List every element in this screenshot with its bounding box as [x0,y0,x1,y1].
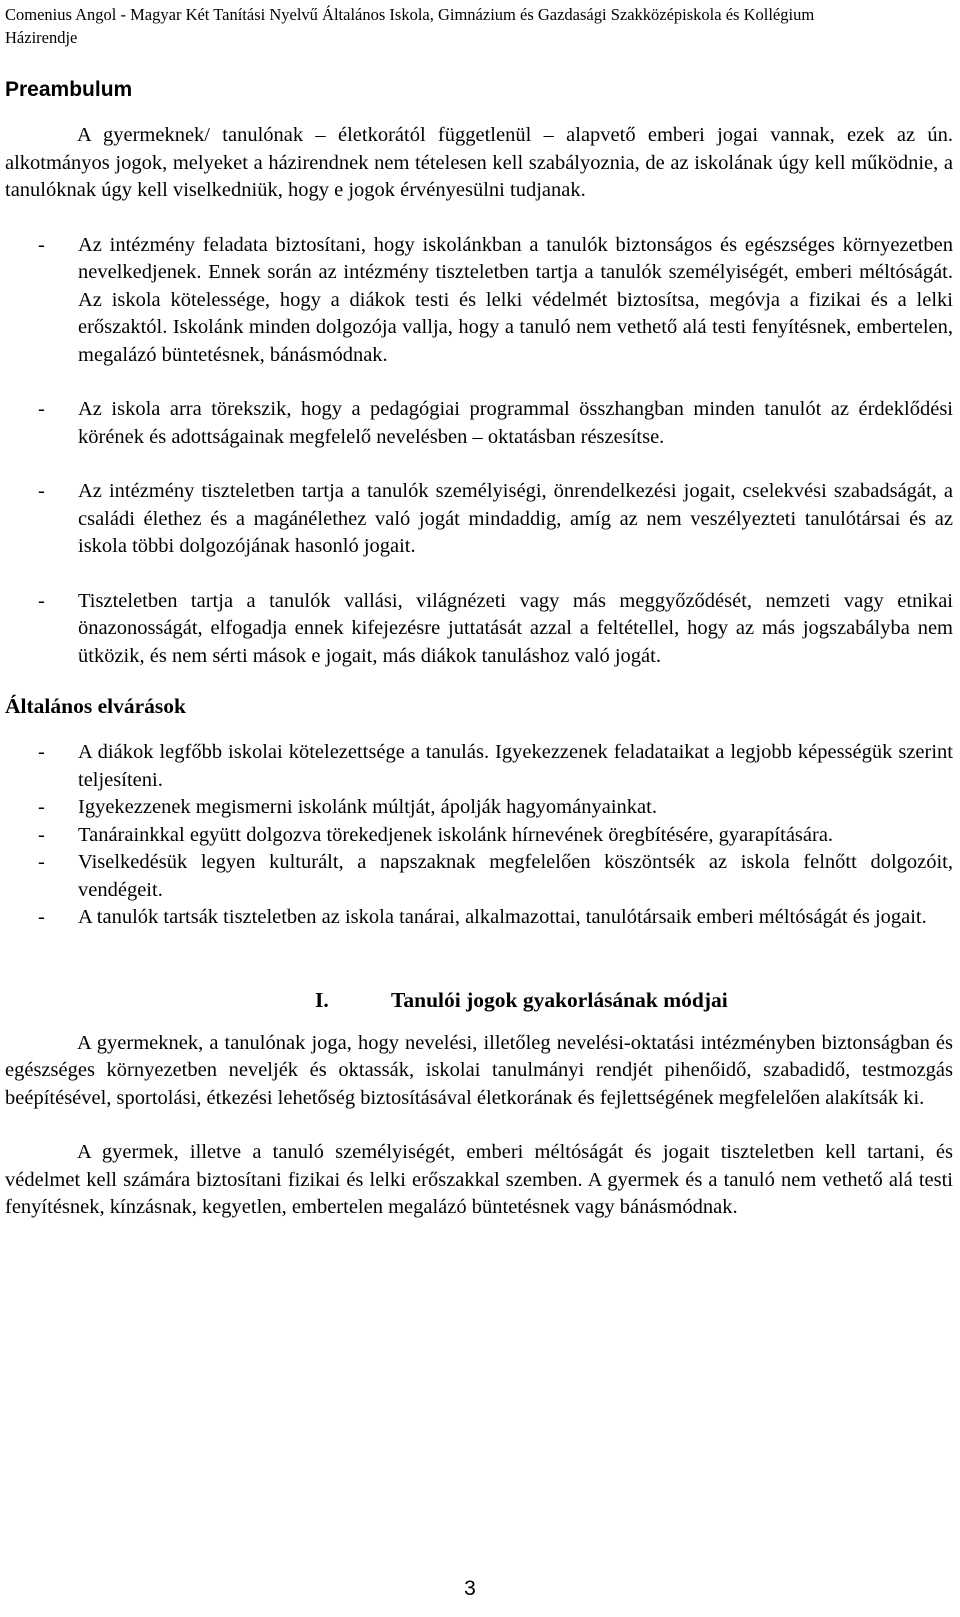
header-school-name: Comenius Angol - Magyar Két Tanítási Nyelvű Általános Iskola, Gimnázium és Gazdasági Szakközépiskola és Kollégium [5,5,815,24]
list-item [5,739,953,794]
list-item [5,822,953,850]
bullet-dash: - [38,851,45,873]
list-item [5,232,953,370]
section-1-paragraph: A gyermek, illetve a tanuló személyiségét, emberi méltóságát és jogait tiszteletben kell tartani, és védelmet kell számára biztosítani fizikai és lelki erőszakkal szemben. A gyermek és a tanuló nem vethető alá testi fenyítésnek, kínzásnak, kegyetlen, embertelen megalázó büntetésnek vagy bánásmódnak. [5,1141,953,1218]
list-item-text: Az iskola arra törekszik, hogy a pedagógiai programmal összhangban minden tanulót az érdeklődési körének és adottságainak megfelelő nevelésben – oktatásban részesítse. [78,398,953,448]
preamble-intro: A gyermeknek/ tanulónak – életkorától függetlenül – alapvető emberi jogai vannak, ezek az ún. alkotmányos jogok, melyeket a házirendnek nem tételesen kell szabályoznia, de az iskolának úgy kell működnie, a tanulóknak úgy kell viselkedniük, hogy e jogok érvényesülni tudjanak. [5,124,953,201]
bullet-dash: - [38,906,45,928]
bullet-dash: - [38,233,45,256]
bullet-dash: - [38,741,45,763]
section-1-heading [5,985,953,1015]
bullet-dash: - [38,796,45,818]
bullet-dash: - [38,398,45,420]
list-item [5,396,953,451]
list-item [5,849,953,904]
section-number: I. [315,987,329,1012]
list-item-text: Tiszteletben tartja a tanulók vallási, világnézeti vagy más meggyőződését, nemzeti vagy etnikai önazonosságát, elfogadja ennek kifejezésre juttatását azzal a feltétellel, hogy az más jogszabályba nem ütközik, és nem sérti mások e jogait, más diákok tanuláshoz való jogát. [78,589,953,667]
preamble-heading: Preambulum [5,78,133,101]
list-item-text: A diákok legfőbb iskolai kötelezettsége a tanulás. Igyekezzenek feladataikat a legjobb képességük szerint teljesíteni. [78,741,953,791]
list-item [5,478,953,561]
section-title: Tanulói jogok gyakorlásának módjai [391,987,728,1012]
list-item-text: Igyekezzenek megismerni iskolánk múltját, ápolják hagyományainkat. [78,796,657,818]
list-item-text: Az intézmény tiszteletben tartja a tanulók személyiségi, önrendelkezési jogait, cselekvési szabadságát, a családi élethez és a magánélethez való jogát mindaddig, amíg az nem veszélyezteti tanulótársai és az iskola többi dolgozójának hasonló jogait. [78,480,953,557]
header-subtitle: Házirendje [5,28,78,47]
bullet-dash: - [38,823,45,846]
list-item-text: Tanárainkkal együtt dolgozva törekedjenek iskolánk hírnevének öregbítésére, gyarapítására. [78,823,834,846]
list-item [5,904,953,932]
bullet-dash: - [38,480,45,502]
list-item-text: Az intézmény feladata biztosítani, hogy iskolánkban a tanulók biztonságos és egészséges környezetben nevelkedjenek. Ennek során az intézmény tiszteletben tartja a tanulók személyiségét, emberi méltóságát. Az iskola kötelessége, hogy a diákok testi és lelki védelmét biztosítsa, megóvja a fizikai és a lelki erőszaktól. Iskolánk minden dolgozója vallja, hogy a tanuló nem vethető alá testi fenyítésnek, embertelen, megalázó büntetésnek, bánásmódnak. [78,233,953,366]
page-number: 3 [464,1577,476,1600]
list-item-text: Viselkedésük legyen kulturált, a napszaknak megfelelően köszöntsék az iskola felnőtt dolgozóit, vendégeit. [78,851,953,901]
list-item [5,794,953,822]
bullet-dash: - [38,589,45,612]
preamble-list [5,232,953,671]
page-header [5,3,955,49]
list-item [5,588,953,671]
list-item-text: A tanulók tartsák tiszteletben az iskola tanárai, alkalmazottai, tanulótársaik emberi méltóságát és jogait. [78,906,927,928]
general-expectations-list [5,739,953,932]
document-body [5,73,953,1222]
general-expectations-heading: Általános elvárások [5,694,186,718]
section-1-paragraph: A gyermeknek, a tanulónak joga, hogy nevelési, illetőleg nevelési-oktatási intézményben biztonságban és egészséges környezetben neveljék és oktassák, iskolai tanulmányi rendjét pihenőidő, szabadidő, testmozgás beépítésével, sportolási, étkezési lehetőség biztosításával életkorának és fejlettségének megfelelően alakítsák ki. [5,1031,953,1109]
